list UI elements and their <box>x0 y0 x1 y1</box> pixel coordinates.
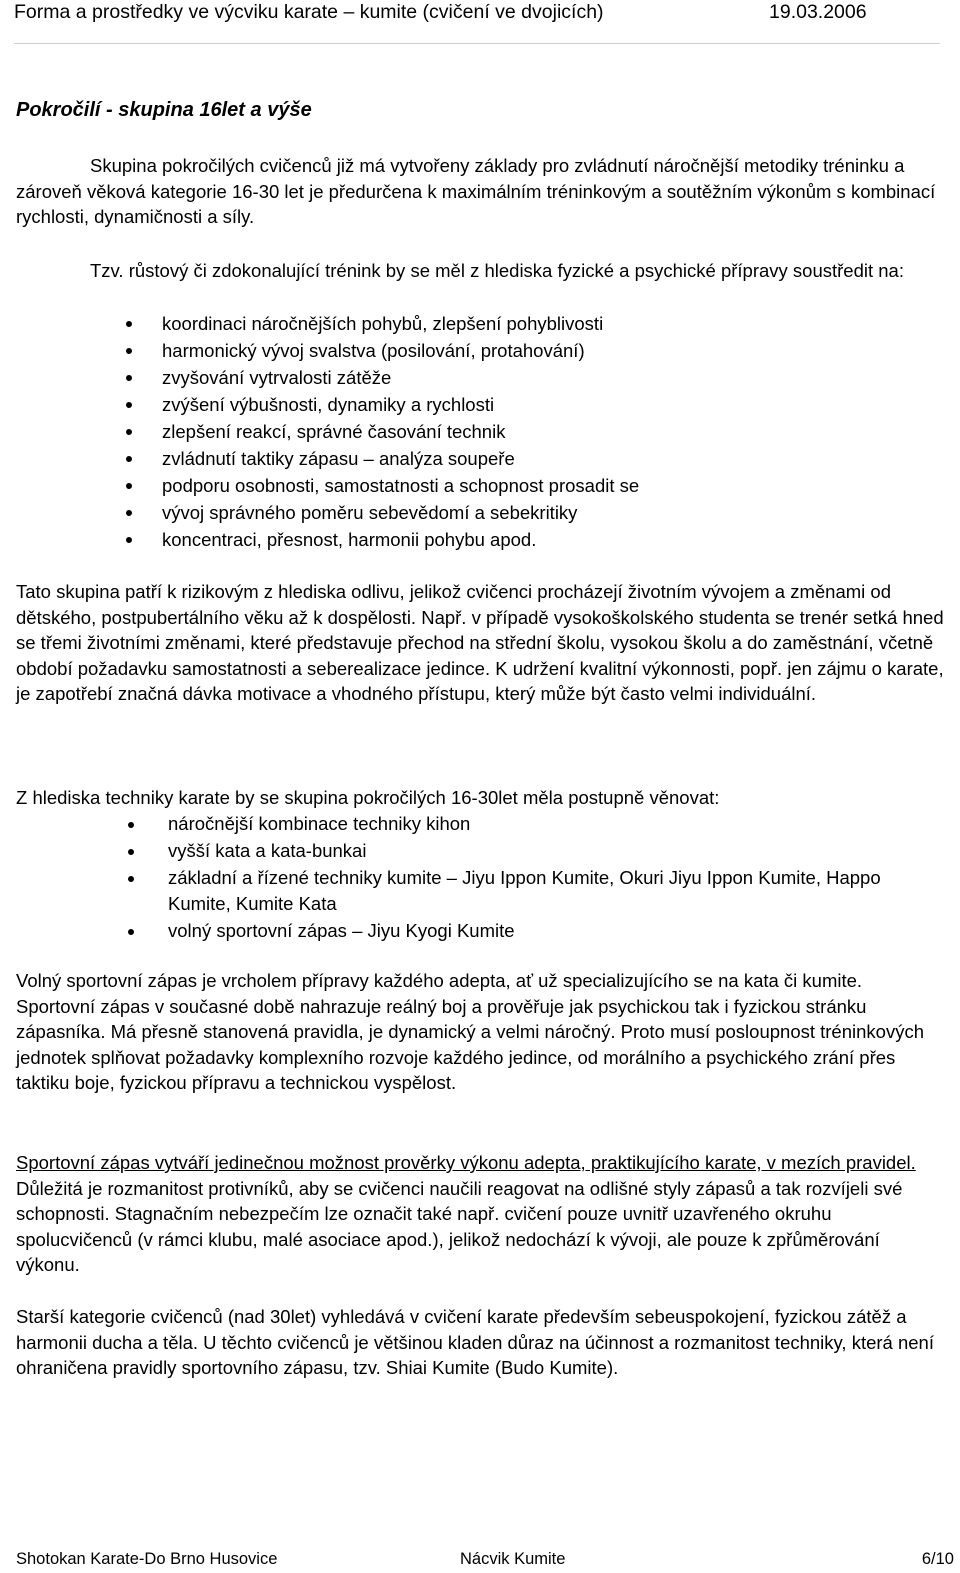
paragraph-competition <box>16 1150 946 1278</box>
list-item: harmonický vývoj svalstva (posilování, protahování) <box>162 337 922 364</box>
header-date: 19.03.2006 <box>769 1 867 23</box>
paragraph-free-sparring: Volný sportovní zápas je vrcholem přípravy každého adepta, ať už specializujícího se na kata či kumite. Sportovní zápas v současné době nahrazuje reálný boj a prověřuje jak psychickou tak i fyzickou stránku zápasníka. Má přesně stanovená pravidla, je dynamický a velmi náročný. Proto musí posloupnost tréninkových jednotek splňovat požadavky komplexního rozvoje každého jedince, od morálního a psychického zrání přes taktiku boje, fyzickou přípravu a technickou vyspělost. <box>16 970 924 1094</box>
footer-page-number: 6/10 <box>921 1550 954 1568</box>
footer-organization: Shotokan Karate-Do Brno Husovice <box>16 1550 278 1568</box>
page-header <box>14 0 940 44</box>
underlined-statement: Sportovní zápas vytváří jedinečnou možnost prověrky výkonu adepta, praktikujícího karate, v mezích pravidel. <box>16 1152 916 1173</box>
list-item: podporu osobnosti, samostatnosti a schopnost prosadit se <box>162 472 922 499</box>
list-item: náročnější kombinace techniky kihon <box>168 811 928 837</box>
training-focus-list <box>162 310 922 553</box>
paragraph-technique-intro: Z hlediska techniky karate by se skupina pokročilých 16-30let měla postupně věnovat: <box>16 787 720 808</box>
paragraph-intro <box>16 153 946 230</box>
header-divider <box>14 43 940 44</box>
list-item: vývoj správného poměru sebevědomí a sebekritiky <box>162 499 922 526</box>
list-item: zlepšení reakcí, správné časování technik <box>162 418 922 445</box>
technique-list <box>168 811 928 945</box>
header-title: Forma a prostředky ve výcviku karate – kumite (cvičení ve dvojicích) <box>14 1 604 23</box>
footer-document-title: Nácvik Kumite <box>460 1550 566 1568</box>
section-title: Pokročilí - skupina 16let a výše <box>16 99 312 121</box>
paragraph-training-focus <box>16 258 946 284</box>
list-item: zvyšování vytrvalosti zátěže <box>162 364 922 391</box>
list-item: vyšší kata a kata-bunkai <box>168 838 928 864</box>
paragraph-intro-text: Skupina pokročilých cvičenců již má vytvořeny základy pro zvládnutí náročnější metodiky tréninku a zároveň věková kategorie 16-30 let je předurčena k maximálním tréninkovým a soutěžním výkonům s kombinací rychlosti, dynamičnosti a síly. <box>16 155 936 228</box>
list-item: koordinaci náročnějších pohybů, zlepšení pohyblivosti <box>162 310 922 337</box>
list-item: zvládnutí taktiky zápasu – analýza soupeře <box>162 445 922 472</box>
list-item: základní a řízené techniky kumite – Jiyu Ippon Kumite, Okuri Jiyu Ippon Kumite, Happo Kumite, Kumite Kata <box>168 865 928 917</box>
list-item: volný sportovní zápas – Jiyu Kyogi Kumite <box>168 918 928 944</box>
list-item: koncentraci, přesnost, harmonii pohybu apod. <box>162 526 922 553</box>
paragraph-older-category: Starší kategorie cvičenců (nad 30let) vyhledává v cvičení karate především sebeuspokojení, fyzickou zátěž a harmonii ducha a těla. U těchto cvičenců je většinou kladen důraz na účinnost a rozmanitost techniky, která není ohraničena pravidly sportovního zápasu, tzv. Shiai Kumite (Budo Kumite). <box>16 1306 934 1379</box>
paragraph-competition-text: Důležitá je rozmanitost protivníků, aby se cvičenci naučili reagovat na odlišné styly zápasů a tak rozvíjeli své schopnosti. Stagnačním nebezpečím lze označit také např. cvičení pouze uvnitř uzavřeného okruhu spolucvičenců (v rámci klubu, malé asociace apod.), jelikož nedochází k vývoji, ale pouze k zpřůměrování výkonu. <box>16 1177 903 1276</box>
indent <box>16 155 90 176</box>
page-footer <box>16 1548 954 1573</box>
paragraph-risk-group: Tato skupina patří k rizikovým z hlediska odlivu, jelikož cvičenci procházejí životním vývojem a změnami od dětského, postpubertálního věku až k dospělosti. Např. v případě vysokoškolského studenta se trenér setká hned se třemi životními změnami, které představuje přechod na střední školu, vysokou školu a do zaměstnání, včetně období požadavku samostatnosti a seberealizace jedince. K udržení kvalitní výkonnosti, popř. jen zájmu o karate, je zapotřebí značná dávka motivace a vhodného přístupu, který může být často velmi individuální. <box>16 581 944 705</box>
paragraph-training-focus-text: Tzv. růstový či zdokonalující trénink by se měl z hlediska fyzické a psychické přípravy soustředit na: <box>90 260 904 281</box>
list-item: zvýšení výbušnosti, dynamiky a rychlosti <box>162 391 922 418</box>
indent <box>16 260 90 281</box>
